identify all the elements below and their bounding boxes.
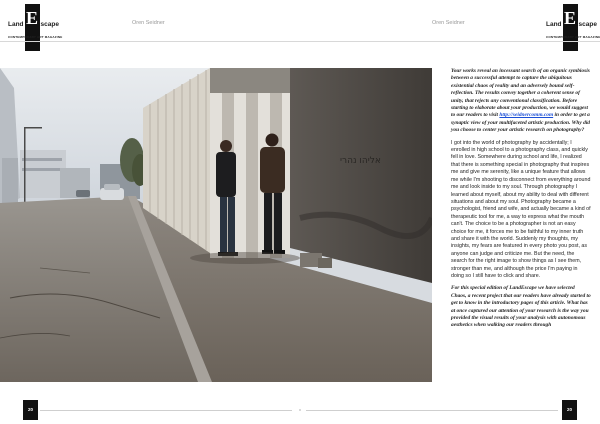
brand-logo-left bbox=[8, 4, 59, 51]
brand-word-right: scape bbox=[40, 21, 59, 28]
header-divider bbox=[0, 41, 600, 42]
intro-text-after-link: in order to get a synaptic view of your multifaceted artistic production. Why did you choose to center your artistic research on photography? bbox=[451, 112, 591, 134]
brand-word-left: Land bbox=[8, 21, 24, 28]
interview-answer-body: I got into the world of photography by accidentally; I enrolled in high school to a photography class, and quickly fell in love. Somewhere during school and life, I realized that there is something special in photography that inspires me and give me serenity, like a unique feature that allows me while I'm shooting to disconnect from everything around me and look inside to my soul. Through photography I learned about myself, about my ability to deal with different situations and about my soul. Photography became a psychologist, friend and wife, and actually became a kind of therapeutic tool for me, a way to express what the mouth can't. The choice to be a photographer is not an easy choice for me, it forces me to be faithful to my inner truth and share it with the world. Suddenly my thoughts, my insights, my fears are featured in every photo you post, as anyone can judge and criticize me. But the need, the search for the right image to show things as I see them, stronger than me, and although the price I'm paying in doing so I still have to click and share. bbox=[451, 139, 591, 279]
footer-divider-right bbox=[306, 410, 558, 411]
page-number-right: 20 bbox=[562, 400, 577, 420]
page-number-left: 20 bbox=[23, 400, 38, 420]
author-name-left: Oren Seidner bbox=[132, 20, 165, 26]
footer-center-dot bbox=[299, 409, 301, 411]
intro-text-before-link: Your works reveal an incessant search of an organic symbiosis between a successful attempt to capture the ubiquitous existential chaos of reality and an adversely bound self-reflection. The results convey together a coherent sense of unity, that rejects any conventional classification. Before starting to elaborate about your production, we would suggest to our readers to visit bbox=[451, 68, 590, 119]
footer-divider-left bbox=[40, 410, 292, 411]
interview-question-closing: For this special edition of LandEscape we have selected Chaos, a recent project that our readers have already started to get to know in the introductory pages of this article. What has at once captured our attention of your research is the way you provided the visual results of your analysis with autonomous aesthetics when walking our readers through bbox=[451, 285, 591, 329]
brand-tagline-left: CONTEMPORARY ART MAGAZINE bbox=[8, 35, 63, 39]
brand-block-letter: E bbox=[25, 4, 40, 51]
author-name-right: Oren Seidner bbox=[432, 20, 465, 26]
artist-website-link[interactable]: http://seidnercomm.com bbox=[499, 112, 554, 119]
article-text-column bbox=[451, 68, 591, 335]
wall-graffiti: אליהו נהרי bbox=[340, 156, 381, 166]
brand-block-letter: E bbox=[563, 4, 578, 51]
brand-word-left: Land bbox=[546, 21, 562, 28]
brand-word-right: scape bbox=[578, 21, 597, 28]
article-photo bbox=[0, 68, 432, 382]
brand-logo-right bbox=[546, 4, 597, 51]
brand-tagline-right: CONTEMPORARY ART MAGAZINE bbox=[546, 35, 600, 39]
interview-question-intro bbox=[451, 68, 591, 135]
street-scene-illustration bbox=[0, 68, 432, 382]
